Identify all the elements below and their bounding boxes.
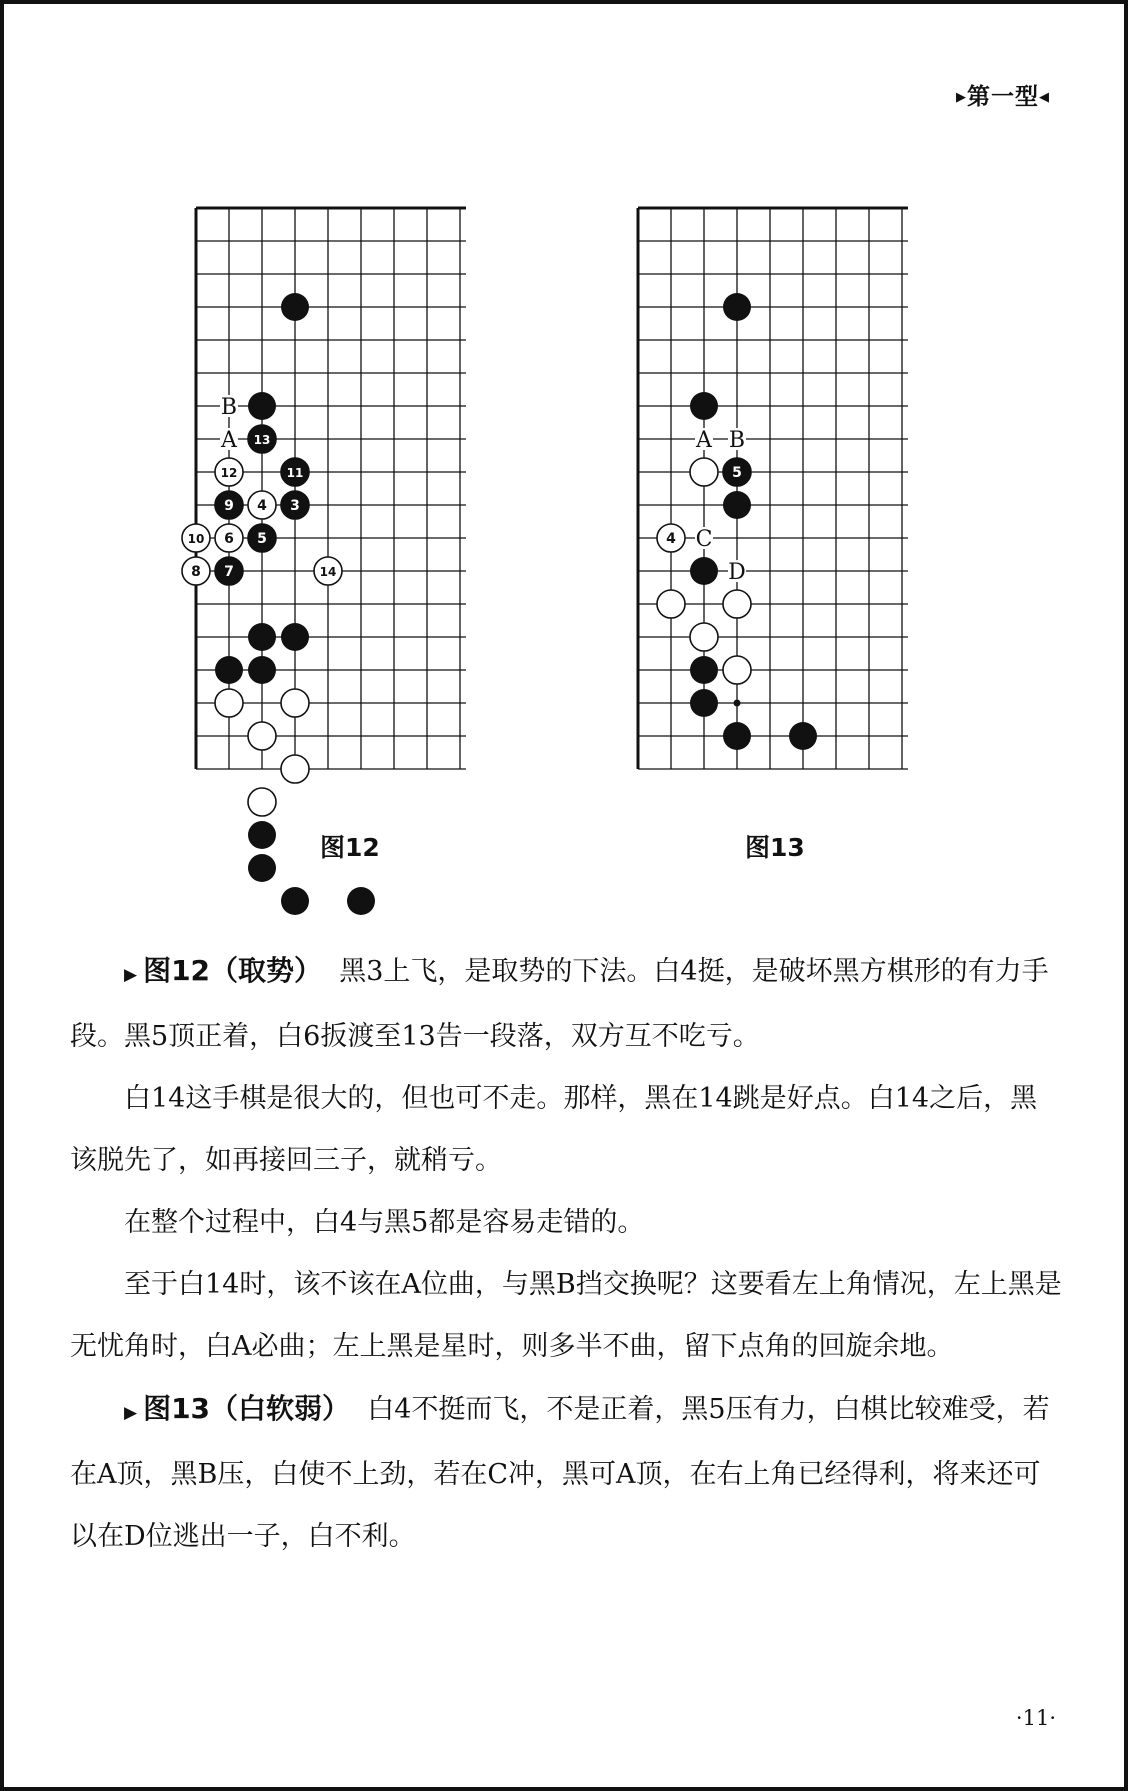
diagram-12-caption: 图12	[320, 833, 380, 862]
black-stone	[281, 293, 309, 321]
white-stone	[657, 590, 685, 618]
board-grid	[638, 208, 908, 769]
triangle-bullet-icon: ▶	[124, 965, 138, 985]
move-number: 10	[187, 532, 205, 546]
white-stone	[215, 689, 243, 717]
diagram-13-caption: 图13	[745, 833, 805, 862]
black-stone	[248, 821, 276, 849]
paragraph-3: 在整个过程中，白4与黑5都是容易走错的。	[124, 1207, 645, 1238]
chapter-header	[956, 78, 1050, 111]
go-diagram-13	[632, 206, 952, 806]
point-letter: B	[220, 395, 238, 420]
go-diagram-12	[187, 206, 510, 806]
board-grid	[196, 208, 466, 769]
paragraph-fig12	[70, 940, 1064, 1068]
black-stone	[281, 623, 309, 651]
move-number: 7	[224, 564, 234, 580]
black-stone	[690, 557, 718, 585]
black-stone	[281, 887, 309, 915]
white-stone	[281, 755, 309, 783]
black-stone	[723, 722, 751, 750]
triangle-right-icon: ▶	[956, 90, 967, 105]
move-number: 11	[286, 466, 304, 480]
black-stone	[248, 656, 276, 684]
commentary	[70, 940, 1064, 1568]
move-number: 14	[319, 565, 337, 579]
white-stone	[248, 722, 276, 750]
move-number: 13	[253, 433, 271, 447]
fig13-heading: 图13（白软弱）	[143, 1392, 351, 1425]
white-stone	[723, 656, 751, 684]
point-letter: A	[221, 428, 237, 453]
black-stone	[723, 293, 751, 321]
black-stone	[248, 392, 276, 420]
move-number: 5	[257, 531, 267, 547]
point-letter: B	[728, 428, 746, 453]
white-stone	[723, 590, 751, 618]
star-point	[734, 700, 741, 707]
fig12-heading: 图12（取势）	[143, 954, 323, 987]
black-stone	[690, 392, 718, 420]
move-number: 4	[257, 498, 267, 514]
point-letter: D	[728, 560, 746, 585]
move-number: 6	[224, 531, 234, 547]
move-number: 12	[220, 466, 238, 480]
move-number: 4	[666, 531, 676, 547]
black-stone	[690, 689, 718, 717]
black-stone	[723, 491, 751, 519]
black-stone	[347, 887, 375, 915]
black-stone	[248, 854, 276, 882]
paragraph-2: 白14这手棋是很大的，但也可不走。那样，黑在14跳是好点。白14之后，黑该脱先了，如再接回三子，就稍亏。	[70, 1083, 1038, 1176]
move-number: 5	[732, 465, 742, 481]
page-number: ·11·	[1015, 1706, 1056, 1730]
black-stone	[248, 623, 276, 651]
black-stone	[690, 656, 718, 684]
white-stone	[248, 788, 276, 816]
move-number: 9	[224, 498, 234, 514]
white-stone	[690, 458, 718, 486]
triangle-bullet-icon: ▶	[124, 1403, 138, 1423]
move-number: 3	[290, 498, 300, 514]
black-stone	[789, 722, 817, 750]
paragraph-fig13	[70, 1378, 1064, 1568]
point-letter: C	[695, 527, 713, 552]
fig13-body: 白4不挺而飞，不是正着，黑5压有力，白棋比较难受，若在A顶，黑B压，白使不上劲，若在C冲，黑可A顶，在右上角已经得利，将来还可以在D位逃出一子，白不利。	[70, 1394, 1050, 1552]
move-number: 8	[191, 564, 201, 580]
paragraph-4: 至于白14时，该不该在A位曲，与黑B挡交换呢？这要看左上角情况，左上黑是无忧角时，白A必曲；左上黑是星时，则多半不曲，留下点角的回旋余地。	[70, 1269, 1062, 1362]
white-stone	[281, 689, 309, 717]
fig12-body: 黑3上飞，是取势的下法。白4挺，是破坏黑方棋形的有力手段。黑5顶正着，白6扳渡至13告一段落，双方互不吃亏。	[70, 956, 1049, 1052]
white-stone	[690, 623, 718, 651]
chapter-title: 第一型	[967, 84, 1039, 110]
point-letter: A	[696, 428, 712, 453]
black-stone	[215, 656, 243, 684]
triangle-left-icon: ◀	[1039, 90, 1050, 105]
